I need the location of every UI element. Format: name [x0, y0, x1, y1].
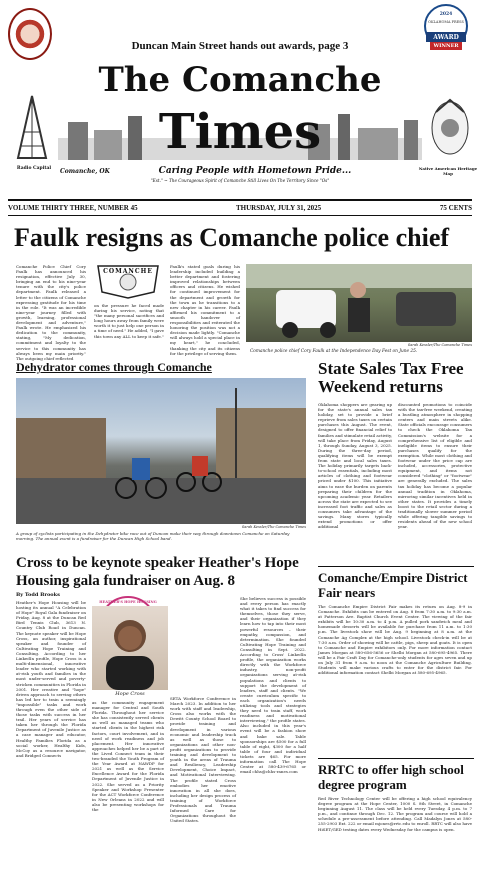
award-title: AWARD — [433, 34, 459, 41]
left-emblem-caption: Radio Capital — [16, 166, 52, 171]
dehydrator-photo — [16, 378, 306, 524]
empire-rule — [318, 566, 474, 567]
lead-col-3: Faulk's stated goals during his leadership included building a better department and fostering improved relationships between officers and citizens. He wished for continued improvement for the department and growth for the town as he transitions to a new chapter in his career. Faulk affirmed his commitment to a smooth handover of responsibilities and reiterated the honoring the position was not a decision made lightly. "Comanche will always hold a special place in my heart," he concluded, thanking the city and its citizens for the privilege of serving them. — [170, 264, 240, 356]
issue-price: 75 CENTS — [439, 204, 472, 212]
hope-byline: By Todd Brooks — [16, 592, 60, 598]
rrtc-headline[interactable]: RRTC to offer high school degree program — [318, 762, 464, 792]
masthead-motto: Caring People with Hometown Pride... — [158, 166, 352, 176]
tax-headline[interactable]: State Sales Tax Free Weekend returns — [318, 359, 464, 396]
volume-number: VOLUME THIRTY THREE, NUMBER 45 — [8, 204, 138, 212]
hope-headline[interactable]: Cross to be keynote speaker Heather's Hope Housing gala fundraiser on Aug. 8 — [16, 555, 299, 589]
city-seal-left — [8, 8, 52, 60]
hope-col-4: She believes success is possible and every person has exactly what it takes to find success for themselves, those they serve, and their organization if they learn how to tap into their most powerful resources – their empathy, compassion, and determination. She founded Cultivating Hope Training and Consulting in Sept. 2022. According to Cross' LinkedIn profile, the organization works directly with the Workforce industry, non-profit organizations serving at-risk populations and clients to support the development of leaders, staff and clients. "We create curriculum specific to each organization's needs utilizing tools and strategies they need to train staff, work readiness and motivational interviewing," the profile states. Also included in this year's event will be a fashion show and bake sale. Table sponsorships are $500 for a full table of eight, $300 for a half table of four and individual tickets are $65. For more information call The Hope Center at 580-439-6765 or email chhs@chhs-ranes.com — [240, 596, 306, 775]
award-badge — [420, 4, 472, 62]
lead-col-2: on the pressure he faced made during his service, noting that "the many personal sacrifices and long hours away from family were worth it to just help one person in a time of need." He added, "I gave this town any ALL to keep it safe." — [94, 303, 164, 339]
logo-top-text: HEATHER'S HOPE HOUSING — [99, 600, 157, 604]
lead-col-1: Comanche Police Chief Cory Faulk has announced his resignation, effective July 30, bringing an end to his nine-year tenure with the city's police department. Faulk released a letter to the citizens of Comanche expressing gratitude for his time in the role. "It was an incredible nine-year journey filled with growth, learning, professional development and adventure," Faulk wrote. He emphasized his dedication to the community, stating, "My dedication, commitment and loyalty to the service to this community has always been my main priority." The outgoing chief reflected — [16, 264, 86, 361]
rrtc-rule — [318, 758, 474, 759]
tax-col-2: discounted promotions to coincide with the tax-free weekend, creating a bustling atmosphere in shopping centers and main streets alike. State officials encourage consumers to check the Oklahoma Tax Commission's website for a comprehensive list of eligible and ineligible items to ensure their purchases qualify for the exemption. While most clothing and footwear under the price cap are included, accessories, protective equipment, and items not considered "clothing" or "footwear" are generally excluded. The sales tax holiday has become a popular annual tradition in Oklahoma, mirroring similar incentives held in other states. It provides a timely boost to the retail sector during a traditionally slower summer period while offering tangible savings to residents ahead of the new school year. — [398, 402, 472, 530]
award-sub: WINNER — [433, 43, 459, 49]
tagline[interactable]: Duncan Main Street hands out awards, page 3 — [131, 40, 349, 52]
rrtc-body: Red River Technology Center will be offering a high school equivalency degree program at the Hope Center, 1000 S. 8th Street, in Comanche beginning August 11. The class will be held every Tuesday, 4 p.m. to 7 p.m., and continue through Dec. 12. The program and course will hold a schedule a pre-assessment before attending. Call Madalyn Jones at 580-255-2903 Ext. 222 or email mjones@rrtc.edu to enroll. RRTC will also have HiSET/GED testing dates every Wednesday for the campus is open. — [318, 796, 472, 832]
faulk-photo — [246, 264, 472, 342]
hope-col-1: Heather's Hope Housing will be hosting its annual "A Celebration of Hope" Royal Gala fundraiser on Friday, Aug. 8 at the Duncan Red Bird Tennis Club, 3613 N. Country Club Road in Duncan. The keynote speaker will be Hope Cross, an author, inspirational speaker and founder of Cultivating Hope Training and Consulting. According to her LinkedIn profile, Hope Cross is a multi-dimensional, innovative leader who started working with at-risk youth and families in the most under-served and poverty-stricken communities in Florida in 2001. Her creative and "hope" driven approach to serving others has led her to train a seemingly "impossible" tasks and work through even the other side of those tasks with success in her trail. Her years of service has taken her through the Florida Department of Juvenile Justice as a case manager and educator, Healthy Families Florida as a social worker, Healthy Kids, McCoy as a resource navigator, and Bridged Connects — [16, 600, 86, 758]
masthead-subtitle: "Est." ~ The Courageous Spirit of Comanche Still Lives On The Territory Since "Os" — [150, 178, 330, 183]
badge-label: COMANCHE — [103, 268, 153, 275]
masthead-title-top: The Comanche — [98, 60, 382, 100]
tax-col-1: Oklahoma shoppers are gearing up for the state's annual sales tax holiday, set to provide a brief reprieve from sales taxes on certain purchases this August. The event, designed to offer financial relief to families and stimulate retail activity, will take place from Friday, August 1, through Sunday, August 3, 2025. During the three-day period, qualifying items will be exempt from state and local sales taxes. The holiday primarily targets back-to-school essentials, including most articles of clothing and footwear priced under $100. This initiative aims to ease the burden on parents preparing their children for the upcoming academic year. Retailers across the state are expected to see increased foot traffic and sales as consumers take advantage of the savings. Many stores typically extend promotions or offer additional — [318, 402, 392, 530]
comanche-police-badge — [94, 262, 162, 300]
native-heritage-emblem — [428, 98, 472, 164]
faulk-photo-caption: Comanche police chief Cory Faulk at the Independence Day Fest on June 25. — [250, 349, 418, 354]
radio-tower-emblem — [10, 92, 54, 164]
masthead — [0, 0, 480, 214]
hope-cross-photo — [92, 606, 168, 690]
empire-headline[interactable]: Comanche/Empire District Fair nears — [318, 570, 468, 600]
dehydrator-credit: Sarah Kessler/The Comanche Times — [241, 525, 306, 529]
hope-col-2: as the community engagement manager for Central and South Florida. Throughout her service she has consistently served clients as well as managed teams who started clients in the highest risk factors, court involvement, and in need of work readiness and job placement. Her innovative approaches helped her be a part of the Lived Connect team in their two-branded the Youth Program of the Year Award at NAWDP for 2021 as well as the Service Excellence Award for the Florida Department of Juvenile Justice in 2022. She served as a Priority Speaker and Workshop Presenter for the ACT Workforce Conference in New Orleans in 2022 and will also be presenting workshops for the — [92, 700, 164, 812]
masthead-title-bottom: Times — [158, 104, 322, 160]
empire-body: The Comanche Empire District Fair makes its return on Aug. 8-9 in Comanche. Exhibits can be entered on Aug. 8 from 7:30 a.m. to 9:30 a.m. at Patterson Ave. Baptist Church Event Center. The viewing of the fair exhibits will be 10:30 a.m. to 4 p.m. A pulled pork sandwich meal and homemade desserts will be available for purchase from 11 a.m. to 1:30 p.m. The livestock show will be Aug. 9 beginning at 8 a.m. at the Comanche Ag Complex at the high school. Livestock check-in will be at 7:30 a.m. Order of showing will be cattle, pigs, sheep and goats. It is open to Comanche and Empire exhibitors only. For more information contact James Morgan at 580-656-5656 or Shelbi Morgan at 580-695-4965. There will be a Fair Craft Day for Comanche-only students for ages seven and up on July 31 from 9 a.m. to noon at the Comanche Agriculture Building. Students will make various crafts to enter for the district fair. For additional information contact Shelbi Morgan at 580-695-4965. — [318, 604, 472, 676]
hope-cross-caption: Hope Cross — [115, 691, 145, 697]
masthead-rule — [8, 199, 472, 201]
dateline-bar — [8, 203, 472, 215]
issue-date: THURSDAY, JULY 31, 2025 — [236, 204, 322, 212]
right-emblem-caption: Native American Heritage Map — [418, 166, 478, 176]
dateline-rule — [8, 215, 472, 216]
hope-col-3: SETA Workforce Conference in March 2023. In addition to her work with staff and leadership, Cross also works with the Dewitt County School Board to provide training and development in various economic and leadership track as well as those to organizations and other non-profit organizations to provide training and development to youth in the areas of Trauma and Resiliency, Leadership Development, Choice Impact, and Motivational Interviewing. The profile stated Cross embodies her emotive innovation in all she does, including her design process of training of Workforce Professionals and Trauma Informed Care for Organizations throughout the United States. — [170, 696, 236, 824]
dehydrator-headline[interactable]: Dehydrator comes through Comanche — [16, 360, 212, 374]
award-org: OKLAHOMA PRESS — [428, 20, 464, 24]
city-label: Comanche, OK — [60, 168, 110, 175]
dehydrator-caption: A group of cyclists participating in the Dehydrator bike race out of Duncan make their way through downtown Comanche on Saturday morning. The annual event is a fundraiser for the Duncan High School band. — [16, 531, 290, 541]
faulk-photo-credit: Sarah Kessler/The Comanche Times — [407, 343, 472, 347]
award-year: 2024 — [439, 12, 453, 17]
lead-headline[interactable]: Faulk resigns as Comanche police chief — [14, 223, 450, 252]
